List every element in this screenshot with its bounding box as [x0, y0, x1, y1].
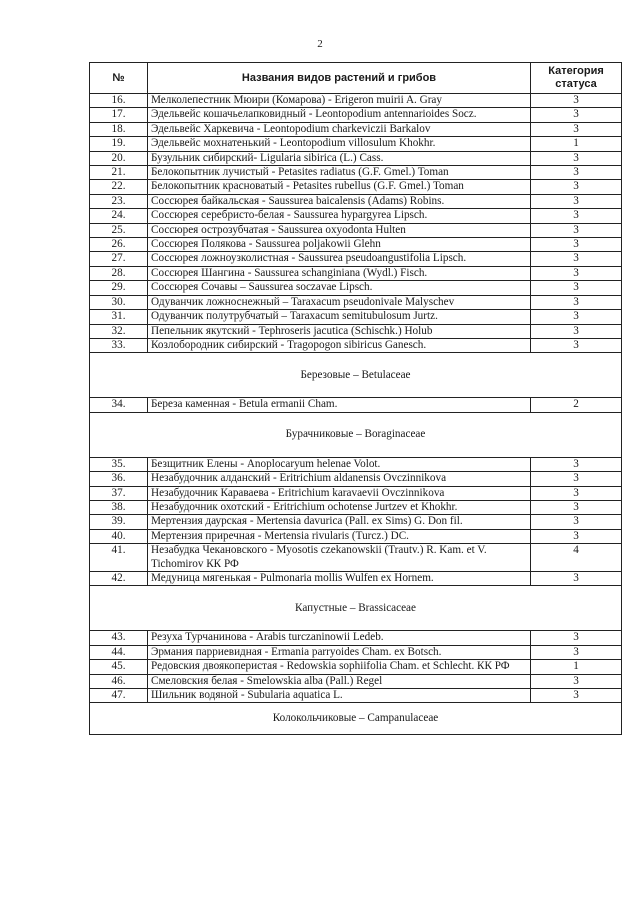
family-row	[90, 353, 622, 398]
table-row	[90, 645, 622, 659]
status-category: 3	[531, 310, 622, 324]
status-category: 3	[531, 223, 622, 237]
status-category: 2	[531, 398, 622, 412]
table-body	[90, 94, 622, 735]
row-number: 29.	[90, 281, 148, 295]
table-row	[90, 529, 622, 543]
status-category: 3	[531, 472, 622, 486]
status-category: 3	[531, 324, 622, 338]
row-number: 40.	[90, 529, 148, 543]
table-row	[90, 500, 622, 514]
row-number: 30.	[90, 295, 148, 309]
status-category: 3	[531, 194, 622, 208]
table-row	[90, 166, 622, 180]
species-name: Бузульник сибирский- Ligularia sibirica (L.) Cass.	[148, 151, 531, 165]
status-category: 3	[531, 645, 622, 659]
species-name: Незабудка Чекановского - Myosotis czekanowskii (Trautv.) R. Kam. et V. Tichomirov КК РФ	[148, 544, 531, 572]
header-category: Категория статуса	[531, 63, 622, 94]
family-name: Колокольчиковые – Campanulaceae	[90, 703, 622, 735]
row-number: 21.	[90, 166, 148, 180]
species-name: Незабудочник охотский - Eritrichium ochotense Jurtzev et Khokhr.	[148, 500, 531, 514]
row-number: 23.	[90, 194, 148, 208]
row-number: 38.	[90, 500, 148, 514]
status-category: 3	[531, 674, 622, 688]
status-category: 3	[531, 252, 622, 266]
row-number: 18.	[90, 122, 148, 136]
row-number: 45.	[90, 660, 148, 674]
status-category: 3	[531, 238, 622, 252]
table-row	[90, 151, 622, 165]
table-row	[90, 266, 622, 280]
table-row	[90, 689, 622, 703]
species-name: Соссюрея байкальская - Saussurea baicalensis (Adams) Robins.	[148, 194, 531, 208]
status-category: 3	[531, 266, 622, 280]
status-category: 4	[531, 544, 622, 572]
status-category: 3	[531, 457, 622, 471]
status-category: 3	[531, 108, 622, 122]
species-name: Белокопытник красноватый - Petasites rubellus (G.F. Gmel.) Toman	[148, 180, 531, 194]
species-name: Незабудочник Караваева - Eritrichium karavaevii Ovczinnikova	[148, 486, 531, 500]
table-row	[90, 194, 622, 208]
row-number: 47.	[90, 689, 148, 703]
row-number: 37.	[90, 486, 148, 500]
species-name: Соссюрея серебристо-белая - Saussurea hypargyrea Lipsch.	[148, 209, 531, 223]
species-name: Береза каменная - Betula ermanii Cham.	[148, 398, 531, 412]
status-category: 3	[531, 180, 622, 194]
table-row	[90, 281, 622, 295]
status-category: 3	[531, 571, 622, 585]
species-name: Соссюрея Шангина - Saussurea schanginiana (Wydl.) Fisch.	[148, 266, 531, 280]
table-row	[90, 338, 622, 352]
status-category: 1	[531, 137, 622, 151]
table-row	[90, 544, 622, 572]
species-name: Безщитник Елены - Anoplocaryum helenae Volot.	[148, 457, 531, 471]
status-category: 3	[531, 486, 622, 500]
table-row	[90, 472, 622, 486]
row-number: 28.	[90, 266, 148, 280]
row-number: 43.	[90, 631, 148, 645]
row-number: 36.	[90, 472, 148, 486]
row-number: 33.	[90, 338, 148, 352]
species-name: Белокопытник лучистый - Petasites radiatus (G.F. Gmel.) Toman	[148, 166, 531, 180]
species-name: Мертензия даурская - Mertensia davurica (Pall. ex Sims) G. Don fil.	[148, 515, 531, 529]
family-name: Бурачниковые – Boraginaceae	[90, 412, 622, 457]
table-row	[90, 238, 622, 252]
header-num: №	[90, 63, 148, 94]
row-number: 32.	[90, 324, 148, 338]
family-row	[90, 703, 622, 735]
species-name: Мелколепестник Мюири (Комарова) - Erigeron muirii A. Gray	[148, 94, 531, 108]
row-number: 25.	[90, 223, 148, 237]
status-category: 3	[531, 529, 622, 543]
status-category: 3	[531, 209, 622, 223]
table-row	[90, 674, 622, 688]
status-category: 3	[531, 94, 622, 108]
table-row	[90, 571, 622, 585]
table-row	[90, 122, 622, 136]
species-name: Редовския двоякоперистая - Redowskia sophiifolia Cham. et Schlecht. КК РФ	[148, 660, 531, 674]
status-category: 3	[531, 295, 622, 309]
species-name: Козлобородник сибирский - Tragopogon sibiricus Ganesch.	[148, 338, 531, 352]
status-category: 3	[531, 631, 622, 645]
species-name: Незабудочник алданский - Eritrichium aldanensis Ovczinnikova	[148, 472, 531, 486]
table-row	[90, 295, 622, 309]
table-header-row	[90, 63, 622, 94]
family-row	[90, 586, 622, 631]
species-name: Пепельник якутский - Tephroseris jacutica (Schischk.) Holub	[148, 324, 531, 338]
table-row	[90, 660, 622, 674]
row-number: 41.	[90, 544, 148, 572]
table-row	[90, 209, 622, 223]
species-name: Одуванчик полутрубчатый – Taraxacum semitubulosum Jurtz.	[148, 310, 531, 324]
species-name: Эрмания парриевидная - Ermania parryoides Cham. ex Botsch.	[148, 645, 531, 659]
table-row	[90, 457, 622, 471]
species-name: Эдельвейс кошачьелапковидный - Leontopodium antennarioides Socz.	[148, 108, 531, 122]
table-row	[90, 324, 622, 338]
status-category: 3	[531, 515, 622, 529]
species-table	[89, 62, 622, 735]
family-row	[90, 412, 622, 457]
row-number: 19.	[90, 137, 148, 151]
row-number: 16.	[90, 94, 148, 108]
status-category: 3	[531, 338, 622, 352]
table-row	[90, 515, 622, 529]
row-number: 42.	[90, 571, 148, 585]
page-number: 2	[317, 38, 323, 50]
table-row	[90, 108, 622, 122]
row-number: 22.	[90, 180, 148, 194]
status-category: 3	[531, 500, 622, 514]
row-number: 39.	[90, 515, 148, 529]
row-number: 31.	[90, 310, 148, 324]
row-number: 44.	[90, 645, 148, 659]
table-row	[90, 486, 622, 500]
table-row	[90, 398, 622, 412]
row-number: 20.	[90, 151, 148, 165]
status-category: 3	[531, 151, 622, 165]
species-name: Соссюрея ложноузколистная - Saussurea pseudoangustifolia Lipsch.	[148, 252, 531, 266]
species-name: Мертензия приречная - Mertensia rivularis (Turcz.) DC.	[148, 529, 531, 543]
species-name: Резуха Турчанинова - Arabis turczaninowii Ledeb.	[148, 631, 531, 645]
row-number: 34.	[90, 398, 148, 412]
family-name: Березовые – Betulaceae	[90, 353, 622, 398]
status-category: 3	[531, 689, 622, 703]
row-number: 26.	[90, 238, 148, 252]
header-name: Названия видов растений и грибов	[148, 63, 531, 94]
species-name: Эдельвейс Харкевича - Leontopodium charkeviczii Barkalov	[148, 122, 531, 136]
row-number: 46.	[90, 674, 148, 688]
species-name: Смеловския белая - Smelowskia alba (Pall.) Regel	[148, 674, 531, 688]
table-row	[90, 310, 622, 324]
row-number: 24.	[90, 209, 148, 223]
status-category: 3	[531, 281, 622, 295]
table-row	[90, 94, 622, 108]
species-name: Соссюрея Сочавы – Saussurea soczavae Lipsch.	[148, 281, 531, 295]
species-name: Одуванчик ложноснежный – Taraxacum pseudonivale Malyschev	[148, 295, 531, 309]
table-row	[90, 137, 622, 151]
species-name: Шильник водяной - Subularia aquatica L.	[148, 689, 531, 703]
table-row	[90, 252, 622, 266]
table-row	[90, 223, 622, 237]
table-row	[90, 631, 622, 645]
status-category: 3	[531, 166, 622, 180]
status-category: 1	[531, 660, 622, 674]
species-name: Эдельвейс мохнатенький - Leontopodium villosulum Khokhr.	[148, 137, 531, 151]
species-name: Соссюрея Полякова - Saussurea poljakowii Glehn	[148, 238, 531, 252]
species-name: Медуница мягенькая - Pulmonaria mollis Wulfen ex Hornem.	[148, 571, 531, 585]
status-category: 3	[531, 122, 622, 136]
species-name: Соссюрея острозубчатая - Saussurea oxyodonta Hulten	[148, 223, 531, 237]
row-number: 27.	[90, 252, 148, 266]
row-number: 17.	[90, 108, 148, 122]
family-name: Капустные – Brassicaceae	[90, 586, 622, 631]
row-number: 35.	[90, 457, 148, 471]
table-row	[90, 180, 622, 194]
